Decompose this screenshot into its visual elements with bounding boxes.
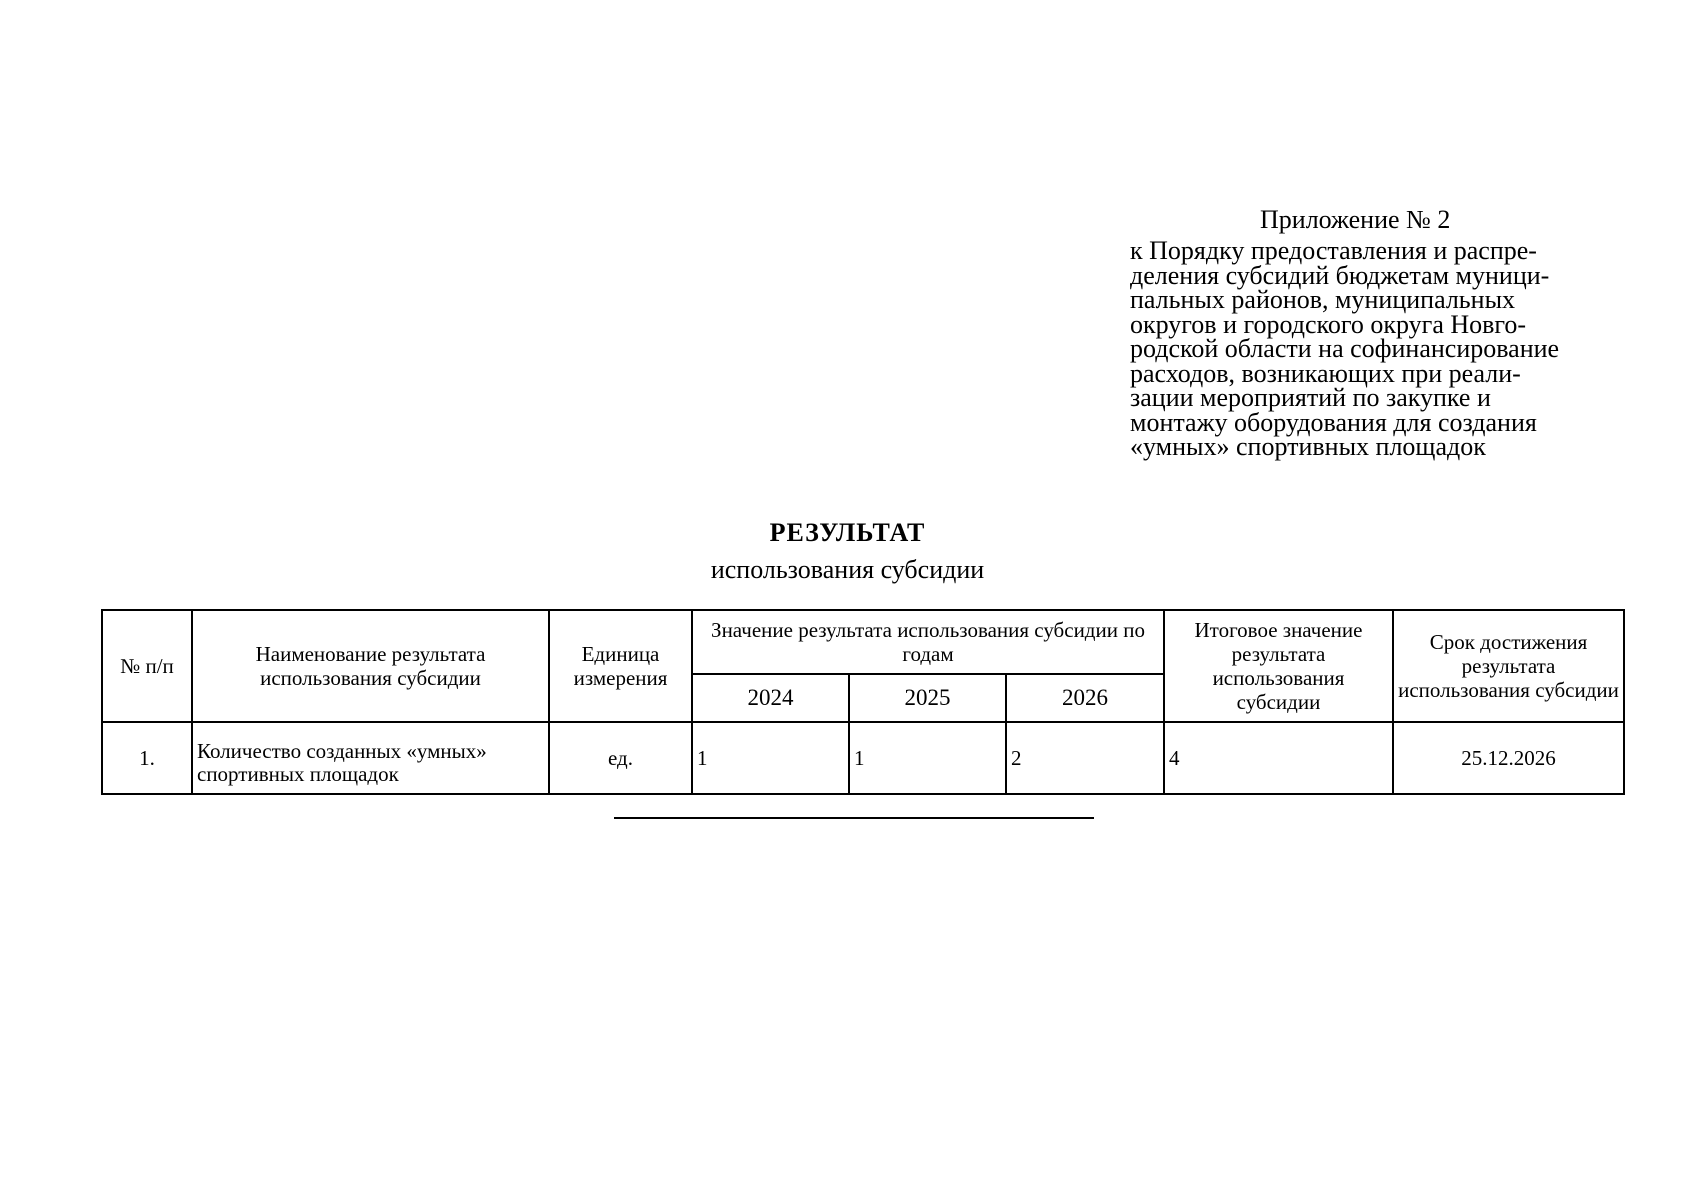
header-number: № п/п [102, 610, 192, 722]
row-value-2025: 1 [849, 722, 1006, 794]
document-title: РЕЗУЛЬТАТ [769, 518, 926, 547]
header-year-2024: 2024 [692, 674, 849, 722]
row-name: Количество созданных «умных» спортивных площадок [192, 722, 549, 794]
table-header-row [102, 610, 1624, 674]
appendix-title: Приложение № 2 [1260, 205, 1451, 234]
closing-rule-line [614, 817, 1094, 819]
header-year-2026: 2026 [1006, 674, 1164, 722]
row-deadline: 25.12.2026 [1393, 722, 1624, 794]
row-total: 4 [1164, 722, 1393, 794]
row-unit: ед. [549, 722, 692, 794]
row-number: 1. [102, 722, 192, 794]
header-year-2025: 2025 [849, 674, 1006, 722]
header-name: Наименование результата использования субсидии [192, 610, 549, 722]
row-value-2024: 1 [692, 722, 849, 794]
results-table [101, 609, 1625, 795]
appendix-block [1130, 203, 1580, 460]
header-unit: Единица измерения [549, 610, 692, 722]
table-row [102, 722, 1624, 794]
document-subtitle: использования субсидии [710, 555, 985, 584]
row-value-2026: 2 [1006, 722, 1164, 794]
header-total: Итоговое значение результата использования субсидии [1164, 610, 1393, 722]
header-value-by-years: Значение результата использования субсидии по годам [692, 610, 1164, 674]
appendix-body: к Порядку предоставления и распре- деления субсидий бюджетам муници- пальных районов, муниципальных округов и городского округа Новго- родской области на софинансирование расходов, возникающих при реали- зации мероприятий по закупке и монтажу оборудования для создания «умных» спортивных площадок [1130, 236, 1560, 461]
header-deadline: Срок достижения результата использования субсидии [1393, 610, 1624, 722]
